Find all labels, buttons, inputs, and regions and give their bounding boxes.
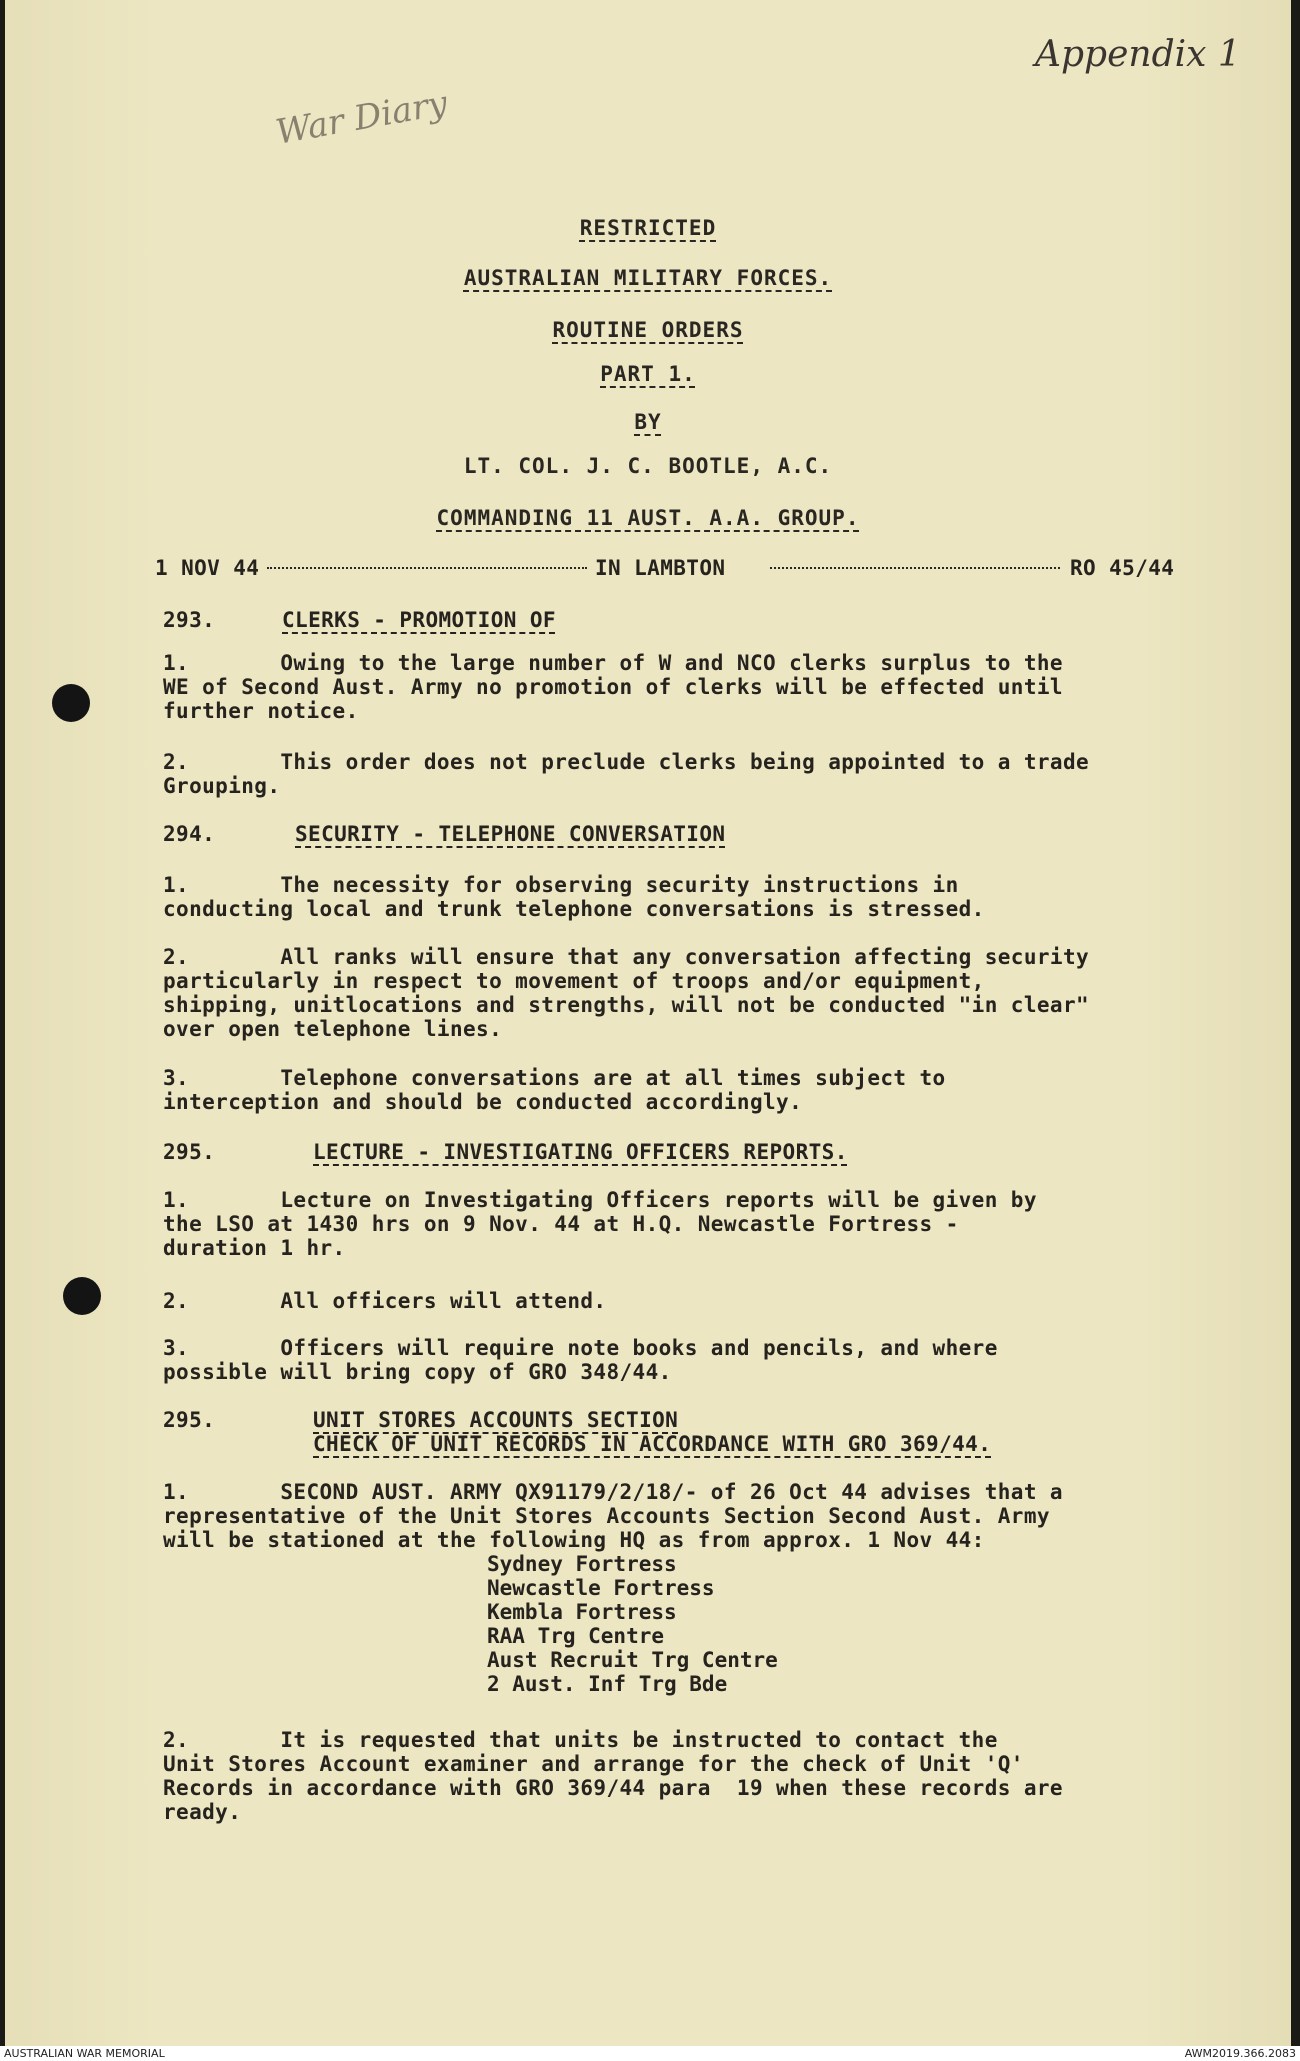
officer-name: LT. COL. J. C. BOOTLE, A.C.: [463, 454, 833, 478]
order-text-line: 2. This order does not preclude clerks being appointed to a trade: [163, 750, 1090, 774]
order-title: UNIT STORES ACCOUNTS SECTION: [313, 1408, 679, 1432]
routine-order-number: RO 45/44: [1070, 556, 1175, 580]
footer-accession-number: AWM2019.366.2083: [1184, 2047, 1296, 2060]
order-title: SECURITY - TELEPHONE CONVERSATION: [295, 822, 726, 846]
appointment-heading: COMMANDING 11 AUST. A.A. GROUP.: [436, 506, 860, 530]
order-text-line: 2. It is requested that units be instructed to contact the: [163, 1728, 998, 1752]
order-text-line: the LSO at 1430 hrs on 9 Nov. 44 at H.Q. Newcastle Fortress -: [163, 1212, 959, 1236]
location-list-item: 2 Aust. Inf Trg Bde: [487, 1672, 728, 1696]
order-number: 293.: [163, 608, 216, 632]
order-text-line: 2. All officers will attend.: [163, 1289, 607, 1313]
order-text-line: over open telephone lines.: [163, 1017, 503, 1041]
classification-heading: RESTRICTED: [579, 216, 717, 240]
handwritten-appendix-note: Appendix 1: [1035, 34, 1241, 75]
order-title: CLERKS - PROMOTION OF: [282, 608, 556, 632]
order-text-line: duration 1 hr.: [163, 1236, 346, 1260]
order-text-line: 3. Officers will require note books and pencils, and where: [163, 1336, 998, 1360]
order-text-line: 1. SECOND AUST. ARMY QX91179/2/18/- of 26 Oct 44 advises that a: [163, 1480, 1063, 1504]
order-text-line: further notice.: [163, 699, 359, 723]
location-list-item: Newcastle Fortress: [487, 1576, 715, 1600]
order-text-line: representative of the Unit Stores Accounts Section Second Aust. Army: [163, 1504, 1050, 1528]
order-number: 294.: [163, 822, 216, 846]
order-text-line: 1. The necessity for observing security instructions in: [163, 873, 959, 897]
location-list-item: Sydney Fortress: [487, 1552, 677, 1576]
handwritten-war-diary-note: War Diary: [272, 83, 451, 153]
order-text-line: shipping, unitlocations and strengths, will not be conducted "in clear": [163, 993, 1090, 1017]
order-text-line: 1. Lecture on Investigating Officers reports will be given by: [163, 1188, 1037, 1212]
order-text-line: Records in accordance with GRO 369/44 para 19 when these records are: [163, 1776, 1063, 1800]
order-text-line: ready.: [163, 1800, 242, 1824]
order-text-line: Grouping.: [163, 774, 281, 798]
part-heading: PART 1.: [600, 362, 696, 386]
order-text-line: 1. Owing to the large number of W and NCO clerks surplus to the: [163, 651, 1063, 675]
order-text-line: WE of Second Aust. Army no promotion of clerks will be effected until: [163, 675, 1063, 699]
force-heading: AUSTRALIAN MILITARY FORCES.: [463, 266, 833, 290]
order-title: LECTURE - INVESTIGATING OFFICERS REPORTS.: [313, 1140, 848, 1164]
order-text-line: conducting local and trunk telephone conversations is stressed.: [163, 897, 985, 921]
footer-institution: AUSTRALIAN WAR MEMORIAL: [4, 2047, 165, 2060]
order-place: IN LAMBTON: [595, 556, 726, 580]
location-list-item: Aust Recruit Trg Centre: [487, 1648, 778, 1672]
punch-hole: [63, 1277, 101, 1315]
location-list-item: RAA Trg Centre: [487, 1624, 665, 1648]
dotted-rule: [770, 567, 1060, 569]
archive-footer: [0, 2046, 1300, 2061]
dotted-rule: [267, 567, 587, 569]
order-number: 295.: [163, 1408, 216, 1432]
order-text-line: 3. Telephone conversations are at all times subject to: [163, 1066, 946, 1090]
order-text-line: will be stationed at the following HQ as from approx. 1 Nov 44:: [163, 1528, 985, 1552]
order-date: 1 NOV 44: [155, 556, 260, 580]
order-text-line: possible will bring copy of GRO 348/44.: [163, 1360, 672, 1384]
document-page: [5, 0, 1291, 2046]
order-type-heading: ROUTINE ORDERS: [552, 318, 744, 342]
order-text-line: Unit Stores Account examiner and arrange for the check of Unit 'Q': [163, 1752, 1024, 1776]
order-subtitle: CHECK OF UNIT RECORDS IN ACCORDANCE WITH GRO 369/44.: [313, 1432, 992, 1456]
order-number: 295.: [163, 1140, 216, 1164]
location-list-item: Kembla Fortress: [487, 1600, 677, 1624]
punch-hole: [52, 684, 90, 722]
order-text-line: particularly in respect to movement of troops and/or equipment,: [163, 969, 985, 993]
by-heading: BY: [634, 410, 662, 434]
order-text-line: interception and should be conducted accordingly.: [163, 1090, 803, 1114]
order-text-line: 2. All ranks will ensure that any conversation affecting security: [163, 945, 1090, 969]
